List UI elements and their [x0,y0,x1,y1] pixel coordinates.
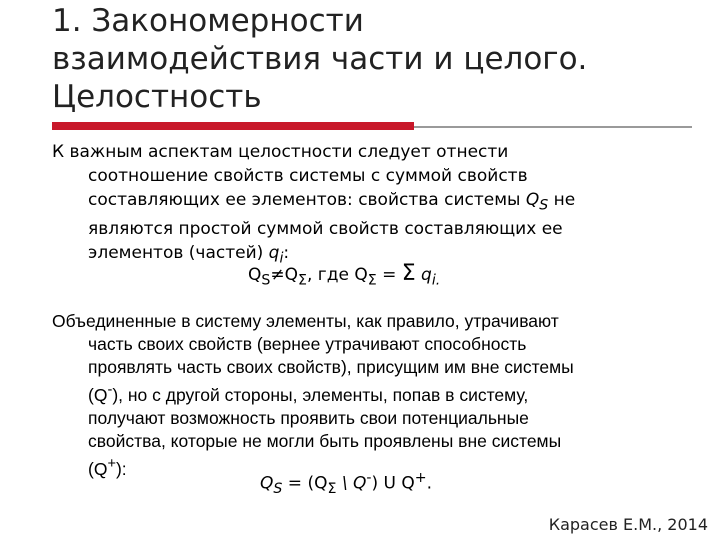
paragraph-line: соотношение свойств системы с суммой свойств [88,166,528,186]
paragraph-line: являются простой суммой свойств составляющих ее [88,219,563,240]
paragraph-line: получают возможность проявить свои потенциальные [88,407,529,428]
paragraph-line: (Q-), но с другой стороны, элементы, попав в систему, [88,382,529,405]
title-divider-rule [414,126,692,128]
title-line-1: 1. Закономерности [52,3,364,39]
paragraph-line: свойства, которые не могли быть проявлены вне системы [88,430,562,451]
paragraph-line: К важным аспектам целостности следует отнести [52,142,509,162]
title-accent-rule [52,122,414,130]
formula-sum-inequality: $Q_S\ne Q_\Sigma$, где $Q_\Sigma = \Sigma$ $q_{i.}$ [248,261,441,289]
author-footer: Карасев Е.М., 2014 [548,515,708,534]
qi-symbol: q [268,243,280,264]
paragraph-line: (Q+): [88,455,127,479]
qi-subscript: i [279,250,284,267]
formula-set-relation: $Q_S = (Q_\Sigma$ \ Q-) U Q+. [260,470,432,498]
title-line-3: Целостность [52,79,262,115]
qs-subscript: S [539,197,549,214]
paragraph-line: проявлять часть своих свойств), присущим им вне системы [88,357,574,377]
title-line-2: взаимодействия части и целого. [52,41,588,77]
paragraph-line: элементов (частей) $q_i$: [88,243,290,267]
paragraph-line: составляющих ее элементов: свойства системы $Q_S$ не [88,190,576,214]
paragraph-integrity [52,140,692,271]
paragraph-line: часть своих свойств (вернее утрачивают способность [88,334,527,354]
paragraph-emergence [52,310,692,481]
slide-title [52,2,692,116]
qs-symbol: Q [525,190,540,210]
paragraph-line: Объединенные в систему элементы, как правило, утрачивают [52,311,559,331]
sigma-symbol: Σ [401,261,416,286]
